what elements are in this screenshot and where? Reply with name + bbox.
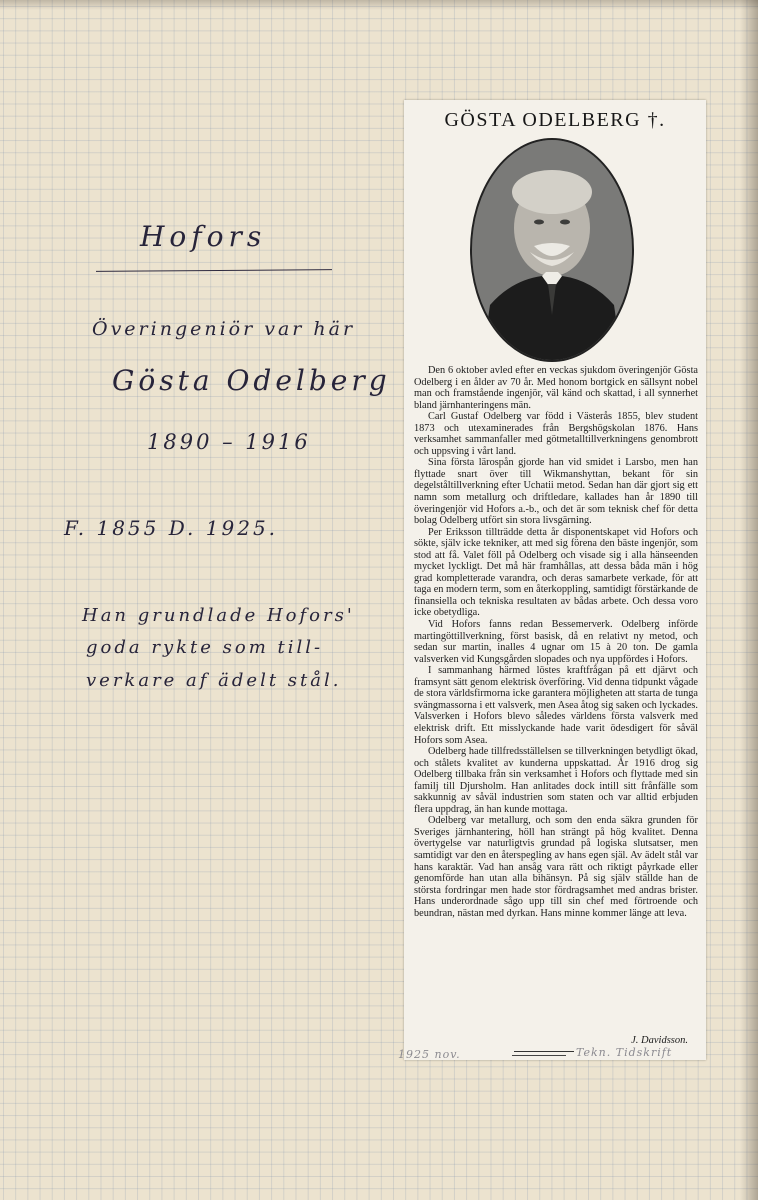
- article-paragraph: Odelberg var metallurg, och som den enda säkra grunden för Sveriges järnhantering, höll han strängt på hög kvalitet. Denna övertygelse var naturligtvis grundad på logiska slutsatser, men samtidigt var den en återspegling av hans egen själ. Av ädelt stål var hans karaktär. Vad han ansåg vara rätt och riktigt påyrkade eller genomförde han utan alla bihänsyn. På sig själv ställde han de största fordringar men hade stor fördragsamhet med andras brister. Hans underordnade sågo upp till sin chef med förtroende och beundran, nästan med dyrkan. Hans minne kommer länge att leva.: [414, 815, 698, 919]
- article-paragraph: Vid Hofors fanns redan Bessemerverk. Odelberg införde martingöttillverkning, först basisk, då en relativt ny metod, och sedan sur martin, inalles 4 ugnar om 15 à 20 ton. De gamla valsverken vid Kungsgården slopades och nya uppfördes i Hofors.: [414, 619, 698, 665]
- handwritten-name: Gösta Odelberg: [112, 364, 391, 397]
- article-paragraph: Per Eriksson tillträdde detta år disponentskapet vid Hofors och sökte, själv icke tekniker, att med sig förena den bäste ingenjör, som stod att få. Valet föll på Odelberg och visade sig i alla hänseenden mycket lyckligt. Det må här framhållas, att dessa båda män i hög grad kompletterade varandra, och deras samarbete verkade, för att taga en modern term, som en återkoppling, samtidigt förstärkande de finansiella och tekniska resultaten av bådas arbete. Och dessa voro icke obetydliga.: [414, 526, 698, 619]
- handwritten-note-line-2: goda rykte som till-: [86, 637, 324, 658]
- pencil-rule: [512, 1055, 566, 1056]
- title-underline: [96, 269, 332, 272]
- handwritten-note-line-1: Han grundlade Hofors': [82, 605, 355, 626]
- article-paragraph: Odelberg hade tillfredsställelsen se tillverkningen betydligt ökad, och stålets kvalitet av kunderna uppskattad. År 1916 drog sig Odelberg tillbaka från sin verksamhet i Hofors och flyttade med sin familj till Djursholm. Han anlitades dock intill sitt frånfälle som sakkunnig av såväl industrien som staten och var alltid erbjuden flera uppdrag, än han kunde mottaga.: [414, 746, 698, 815]
- article-paragraph: Den 6 oktober avled efter en veckas sjukdom överingenjör Gösta Odelberg i en ålder av 70 år. Med honom bortgick en sällsynt nobel man och framstående ingenjör, väl känd och skattad, i all synnerhet bland järnhanteringens män.: [414, 365, 698, 411]
- byline-rule: [514, 1051, 574, 1052]
- sheet-edge-shadow: [740, 0, 758, 1200]
- clipping-title: GÖSTA ODELBERG †.: [444, 109, 666, 131]
- article-paragraph: Sina första lärospån gjorde han vid smidet i Larsbo, men han flyttade snart över till Wikmanshyttan, bekant för sin degelståltillverkning efter Uchatii metod. Sedan han där gjort sig ett namn som metallurg och driftledare, kallades han år 1890 till överingenjör vid Hofors a.-b., och det är som teknisk chef för detta bolag Odelberg utfört sin stora livsgärning.: [414, 457, 698, 527]
- portrait-photo: [470, 138, 634, 362]
- article-body: [404, 365, 706, 919]
- pencil-source-note: Tekn. Tidskrift: [576, 1046, 673, 1059]
- handwritten-title: Hofors: [140, 220, 267, 253]
- sheet-top-shadow: [0, 0, 758, 10]
- handwritten-note-line-3: verkare af ädelt stål.: [86, 670, 342, 691]
- newspaper-clipping: [404, 100, 706, 1060]
- portrait-icon: [472, 140, 632, 360]
- handwritten-years: 1890 – 1916: [147, 430, 311, 454]
- article-paragraph: I sammanhang härmed löstes kraftfrågan på ett djärvt och framsynt sätt genom elektrisk överföring. Vid denna tidpunkt vågade de stora världsfirmorna icke garantera möjligheten att starta de tunga svängmassorna i ett valsverk, men Asea åtog sig saken och lyckades. Valsverken i Hofors blevo således världens första valsverk med elektrisk drift. Ett misslyckande hade varit ödesdigert för såväl Hofors som Asea.: [414, 665, 698, 746]
- handwritten-role: Överingeniör var här: [92, 318, 356, 340]
- article-paragraph: Carl Gustaf Odelberg var född i Västerås 1855, blev student 1873 och utexaminerades från Bergshögskolan 1876. Hans verksamhet sammanfaller med götmetalltillverkningens genombrott och uppsving i vårt land.: [414, 411, 698, 457]
- handwritten-life-dates: F. 1855 D. 1925.: [64, 516, 279, 540]
- article-byline: J. Davidsson.: [631, 1035, 688, 1046]
- pencil-date-note: 1925 nov.: [398, 1048, 461, 1061]
